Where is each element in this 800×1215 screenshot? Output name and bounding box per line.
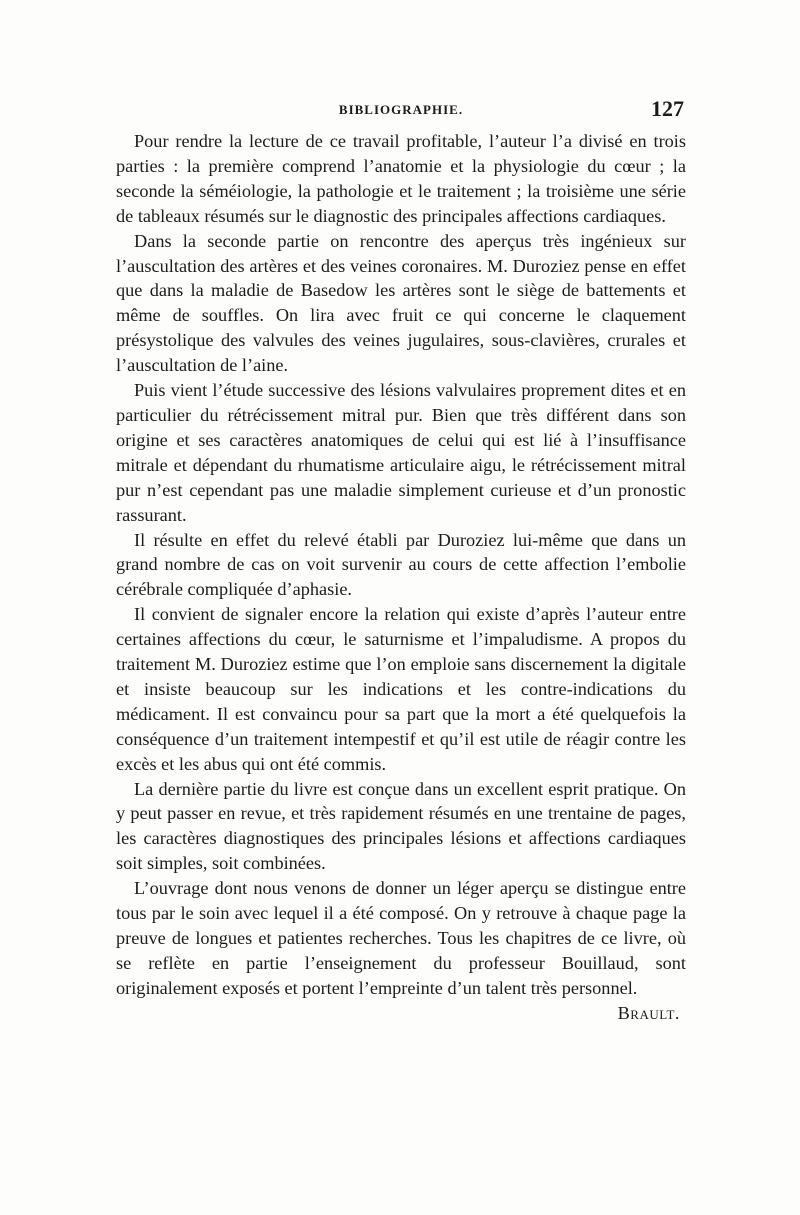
paragraph-6: La dernière partie du livre est conçue dans un excellent esprit pratique. On y peut passer en revue, et très rapidement résumés en une trentaine de pages, les caractères diagnostiques des principales lésions et affections cardiaques soit simples, soit combinées. [116, 778, 686, 874]
paragraph-1: Pour rendre la lecture de ce travail profitable, l’auteur l’a divisé en trois parties : la première comprend l’anatomie et la physiologie du cœur ; la seconde la séméiologie, la pathologie et le traitement ; la troisième une série de tableaux résumés sur le diagnostic des principales affections cardiaques. [116, 131, 686, 226]
paragraph-2: Dans la seconde partie on rencontre des aperçus très ingénieux sur l’auscultation des artères et des veines coronaires. M. Duroziez pense en effet que dans la maladie de Basedow les artères sont le siège de battements et même de souffles. On lira avec fruit ce qui concerne le claquement présystolique des valvules des veines jugulaires, sous-clavières, crurales et l’auscultation de l’aine. [116, 230, 686, 376]
paragraph-3: Puis vient l’étude successive des lésions valvulaires proprement dites et en particulier du rétrécissement mitral pur. Bien que très différent dans son origine et ses caractères anatomiques de celui qui est lié à l’insuffisance mitrale et dépendant du rhumatisme articulaire aigu, le rétrécissement mitral pur n’est cependant pas une maladie simplement curieuse et d’un pronostic rassurant. [116, 380, 686, 525]
page-header [118, 96, 684, 122]
paragraph-7-text: L’ouvrage dont nous venons de donner un léger aperçu se distingue entre tous par le soin avec lequel il a été composé. On y retrouve à chaque page la preuve de longues et patientes recherches. Tous les chapitres de ce livre, où se reflète en partie l’enseignement du professeur Bouillaud, sont originalement exposés et portent l’empreinte d’un talent très personnel. [116, 878, 686, 998]
paragraph-4: Il résulte en effet du relevé établi par Duroziez lui-même que dans un grand nombre de cas on voit survenir au cours de cette affection l’embolie cérébrale compliquée d’aphasie. [116, 529, 686, 600]
paragraph-7 [116, 876, 686, 1023]
running-head: BIBLIOGRAPHIE. [338, 102, 464, 117]
body-text [116, 129, 686, 1026]
signature: Brault. [617, 1002, 680, 1023]
paragraph-5: Il convient de signaler encore la relation qui existe d’après l’auteur entre certaines affections du cœur, le saturnisme et l’impaludisme. A propos du traitement M. Duroziez estime que l’on emploie sans discernement la digitale et insiste beaucoup sur les indications et les contre-indications du médicament. Il est convaincu pour sa part que la mort a été quelquefois la conséquence d’un traitement intempestif et qu’il est utile de réagir contre les excès et les abus qui ont été commis. [116, 604, 686, 774]
page-number: 127 [651, 96, 684, 121]
